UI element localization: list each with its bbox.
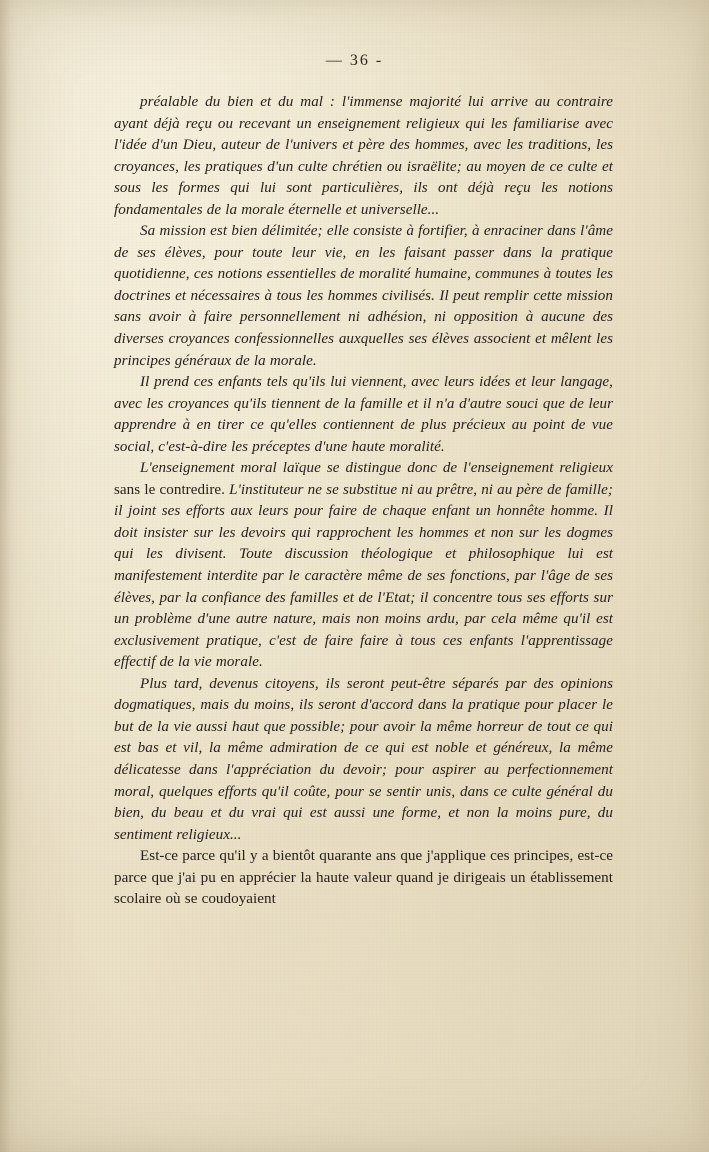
paragraph [114,674,613,846]
text-run: préalable du bien et du mal : l'immense majorité lui arrive au contraire ayant déjà reçu ou recevant un enseignement religieux qui les familiarise avec l'idée d'un Dieu, auteur de l'univers et père des hommes, avec les traditions, les croyances, les pratiques d'un culte chrétien ou israëlite; au moyen de ce culte et sous les formes qui lui sont particulières, ils ont déjà reçu les notions fondamentales de la morale éternelle et universelle... [114,94,613,218]
text-run: L'enseignement moral laïque se distingue donc de l'enseignement religieux [140,460,613,477]
paragraph [114,221,613,372]
text-run: sans le contredire. [114,481,230,498]
paragraph [114,458,613,673]
page-gutter-shadow [0,0,16,1152]
page-folio-number: — 36 - [325,52,384,69]
page-text-block [114,92,613,911]
paragraph [114,846,613,911]
text-run: L'instituteur ne se substitue ni au prêtre, ni au père de famille; il joint ses efforts aux leurs pour faire de chaque enfant un honnête homme. Il doit insister sur les devoirs qui rapprochent les hommes et non sur les dogmes qui les divisent. Toute discussion théologique et philosophique lui est manifestement interdite par le caractère même de ses fonctions, par l'âge de ses élèves, par la confiance des familles et de l'Etat; il concentre tous ses efforts sur un problème d'une autre nature, mais non moins ardu, par cela même qu'il est exclusivement pratique, c'est de faire faire à tous ces enfants l'apprentissage effectif de la vie morale. [114,481,613,671]
text-run: Est-ce parce qu'il y a bientôt quarante ans que j'applique ces principes, est-ce parce que j'ai pu en apprécier la haute valeur quand je dirigeais un établissement scolaire où se coudoyaient [114,848,613,908]
paragraph [114,92,613,221]
paragraph [114,372,613,458]
text-run: Sa mission est bien délimitée; elle consiste à fortifier, à enraciner dans l'âme de ses élèves, pour toute leur vie, en les faisant passer dans la pratique quotidienne, ces notions essentielles de moralité humaine, communes à toutes les doctrines et nécessaires à tous les hommes civilisés. Il peut remplir cette mission sans avoir à faire personnellement ni adhésion, ni opposition à aucune des diverses croyances confessionnelles auxquelles ses élèves associent et mêlent les principes généraux de la morale. [114,223,613,369]
text-run: Plus tard, devenus citoyens, ils seront peut-être séparés par des opinions dogmatiques, mais du moins, ils seront d'accord dans la pratique pour placer le but de la vie aussi haut que possible; pour avoir la même horreur de tout ce qui est bas et vil, la même admiration de ce qui est noble et généreux, la même délicatesse dans l'appréciation du devoir; pour aspirer au perfectionnement moral, quelques efforts qu'il coûte, pour se sentir unis, dans ce culte général du bien, du beau et du vrai qui est aussi une forme, et non la moins pure, du sentiment religieux... [114,675,613,843]
text-run: Il prend ces enfants tels qu'ils lui viennent, avec leurs idées et leur langage, avec les croyances qu'ils tiennent de la famille et il n'a d'autre souci que de leur apprendre à en tirer ce qu'elles contiennent de plus précieux au point de vue social, c'est-à-dire les préceptes d'une haute moralité. [114,374,613,455]
